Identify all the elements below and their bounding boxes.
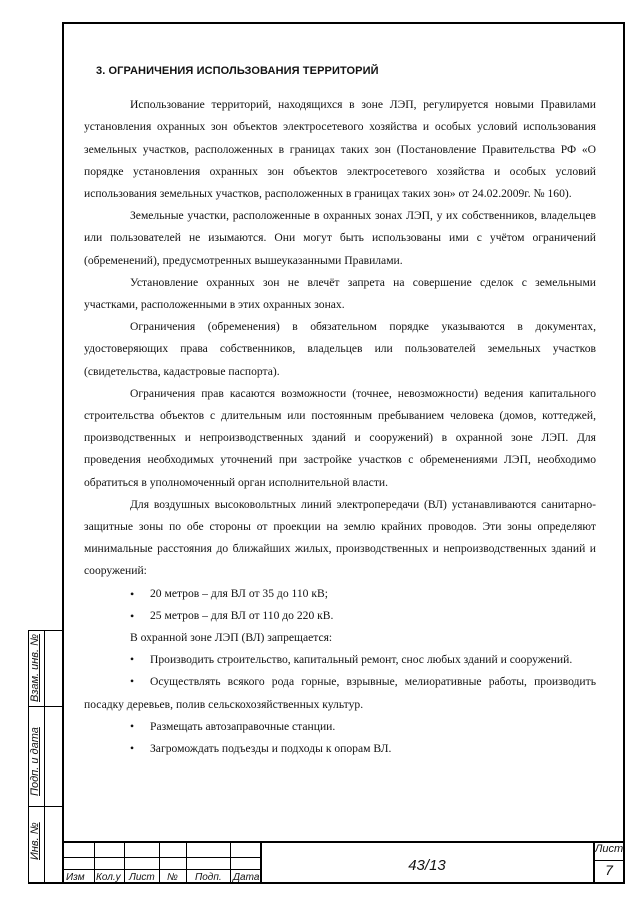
stamp-col-list: Лист xyxy=(129,872,155,883)
prohibited-item xyxy=(84,738,596,760)
sheet-label: Лист xyxy=(594,843,624,855)
stamp-col-date: Дата xyxy=(233,872,260,883)
paragraph: Ограничения (обременения) в обязательном порядке указываются в документах, удостоверяющих права собственников, владельцев или пользователей земельных участков (свидетельства, кадастровые паспорта). xyxy=(84,320,596,378)
paragraph: Ограничения прав касаются возможности (точнее, невозможности) ведения капитального строительства объектов с длительным или постоянным пребыванием человека (домов, коттеджей, производственных и непроизводственных зданий и сооружений) в охранной зоне ЛЭП. Для проведения необходимых уточнений при застройке участков с обременениями ЛЭП, необходимо обратиться в уполномоченный орган исполнительной власти. xyxy=(84,386,596,489)
distances-list xyxy=(84,583,596,627)
stamp-top-line xyxy=(62,841,625,843)
stamp-col-line-3 xyxy=(159,841,160,884)
side-stamp-top-line xyxy=(28,630,64,631)
prohibited-item xyxy=(84,649,596,671)
section-heading: 3. ОГРАНИЧЕНИЯ ИСПОЛЬЗОВАНИЯ ТЕРРИТОРИЙ xyxy=(96,65,379,77)
prohibited-item xyxy=(84,671,596,715)
stamp-sheet-row-line xyxy=(593,860,625,861)
prohibited-item-text: Осуществлять всякого рода горные, взрывные, мелиоративные работы, производить посадку деревьев, полив сельскохозяйственных культур. xyxy=(84,675,596,711)
stamp-col-podp: Подп. xyxy=(195,872,222,883)
stamp-row-line-1 xyxy=(62,857,261,858)
prohibited-item-text: Производить строительство, капитальный ремонт, снос любых зданий и сооружений. xyxy=(150,653,573,667)
stamp-col-line-2 xyxy=(124,841,125,884)
stamp-col-line-4 xyxy=(186,841,187,884)
stamp-col-kol: Кол.у xyxy=(96,872,121,883)
stamp-col-line-1 xyxy=(94,841,95,884)
side-stamp-divider-2 xyxy=(28,806,64,807)
side-stamp-divider-1 xyxy=(28,706,64,707)
bullet-dot: • xyxy=(130,742,135,756)
paragraph: Использование территорий, находящихся в зоне ЛЭП, регулируется новыми Правилами установления охранных зон объектов электросетевого хозяйства и особых условий использования земельных участков, расположенных в границах таких зон (Постановление Правительства РФ «О порядке установления охранных зон объектов электросетевого хозяйства и особых условий использования земельных участков, расположенных в границах таких зон» от 24.02.2009г. № 160). xyxy=(84,98,596,201)
frame-right-border xyxy=(623,22,625,884)
paragraph: Земельные участки, расположенные в охранных зонах ЛЭП, у их собственников, владельцев или пользователей не изымаются. Они могут быть использованы ими с учётом ограничений (обременений), предусмотренных вышеуказанными Правилами. xyxy=(84,209,596,267)
stamp-col-izm: Изм xyxy=(66,872,85,883)
bullet-dot: • xyxy=(130,675,135,689)
stamp-col-num: № xyxy=(167,872,178,883)
prohibited-item xyxy=(84,716,596,738)
prohibited-intro: В охранной зоне ЛЭП (ВЛ) запрещается: xyxy=(130,631,333,645)
paragraph: Для воздушных высоковольтных линий электропередачи (ВЛ) устанавливаются санитарно-защитные зоны по обе стороны от проекции на землю крайних проводов. Эти зоны определяют минимальные расстояния до ближайших жилых, производственных и непроизводственных зданий и сооружений: xyxy=(84,497,596,578)
list-item: • 20 метров – для ВЛ от 35 до 110 кВ; xyxy=(84,583,596,605)
sheet-number: 7 xyxy=(605,862,613,878)
frame-left-border xyxy=(62,22,64,884)
paragraph: Установление охранных зон не влечёт запрета на совершение сделок с земельными участками, расположенными в этих охранных зонах. xyxy=(84,275,596,312)
stamp-col-line-5 xyxy=(230,841,231,884)
side-label-sign-date: Подп. и дата xyxy=(29,727,41,796)
list-item: • 25 метров – для ВЛ от 110 до 220 кВ. xyxy=(84,605,596,627)
side-label-inv-orig: Инв. № xyxy=(29,822,41,860)
bullet-dot: • xyxy=(130,719,135,733)
bullet-dot: • xyxy=(130,653,135,667)
main-content xyxy=(84,60,596,760)
document-code: 43/13 xyxy=(408,856,446,874)
prohibited-item-text: Размещать автозаправочные станции. xyxy=(150,719,336,733)
prohibited-item-text: Загромождать подъезды и подходы к опорам ВЛ. xyxy=(150,742,392,756)
frame-top-border xyxy=(62,22,625,24)
stamp-row-line-2 xyxy=(62,869,261,870)
side-stamp-inner-line xyxy=(44,630,45,884)
side-label-inv-sub: Взам. инв. № xyxy=(29,633,41,702)
